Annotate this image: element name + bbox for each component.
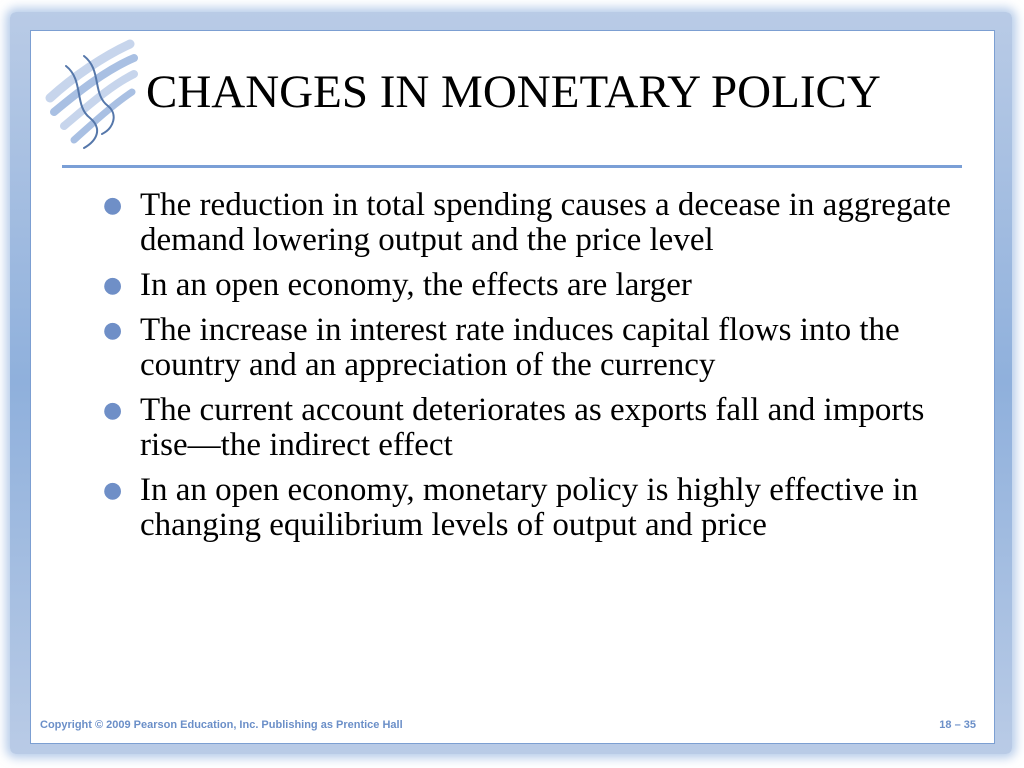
list-item: [100, 268, 960, 303]
list-item: [100, 393, 960, 463]
bullet-text: The reduction in total spending causes a decease in aggregate demand lowering output and the price level: [140, 187, 951, 258]
bullet-dot-icon: ●: [103, 318, 123, 343]
slide-title: CHANGES IN MONETARY POLICY: [146, 66, 881, 118]
footer-copyright: Copyright © 2009 Pearson Education, Inc. Publishing as Prentice Hall: [40, 719, 403, 731]
wavy-stripes-logo-icon: [44, 36, 140, 154]
footer-page-number: 18 – 35: [939, 719, 976, 731]
bullet-text: In an open economy, monetary policy is highly effective in changing equilibrium levels of output and price: [140, 472, 919, 543]
title-divider: [62, 165, 962, 168]
bullet-text: The increase in interest rate induces capital flows into the country and an appreciation of the currency: [140, 312, 900, 383]
bullet-dot-icon: ●: [103, 193, 123, 218]
bullet-text: The current account deteriorates as exports fall and imports rise—the indirect effect: [140, 392, 925, 463]
bullet-text: In an open economy, the effects are larger: [140, 267, 692, 303]
bullet-dot-icon: ●: [103, 478, 123, 503]
list-item: [100, 188, 960, 258]
bullet-dot-icon: ●: [103, 398, 123, 423]
bullet-dot-icon: ●: [103, 273, 123, 298]
bullet-list: [100, 188, 960, 553]
list-item: [100, 473, 960, 543]
list-item: [100, 313, 960, 383]
